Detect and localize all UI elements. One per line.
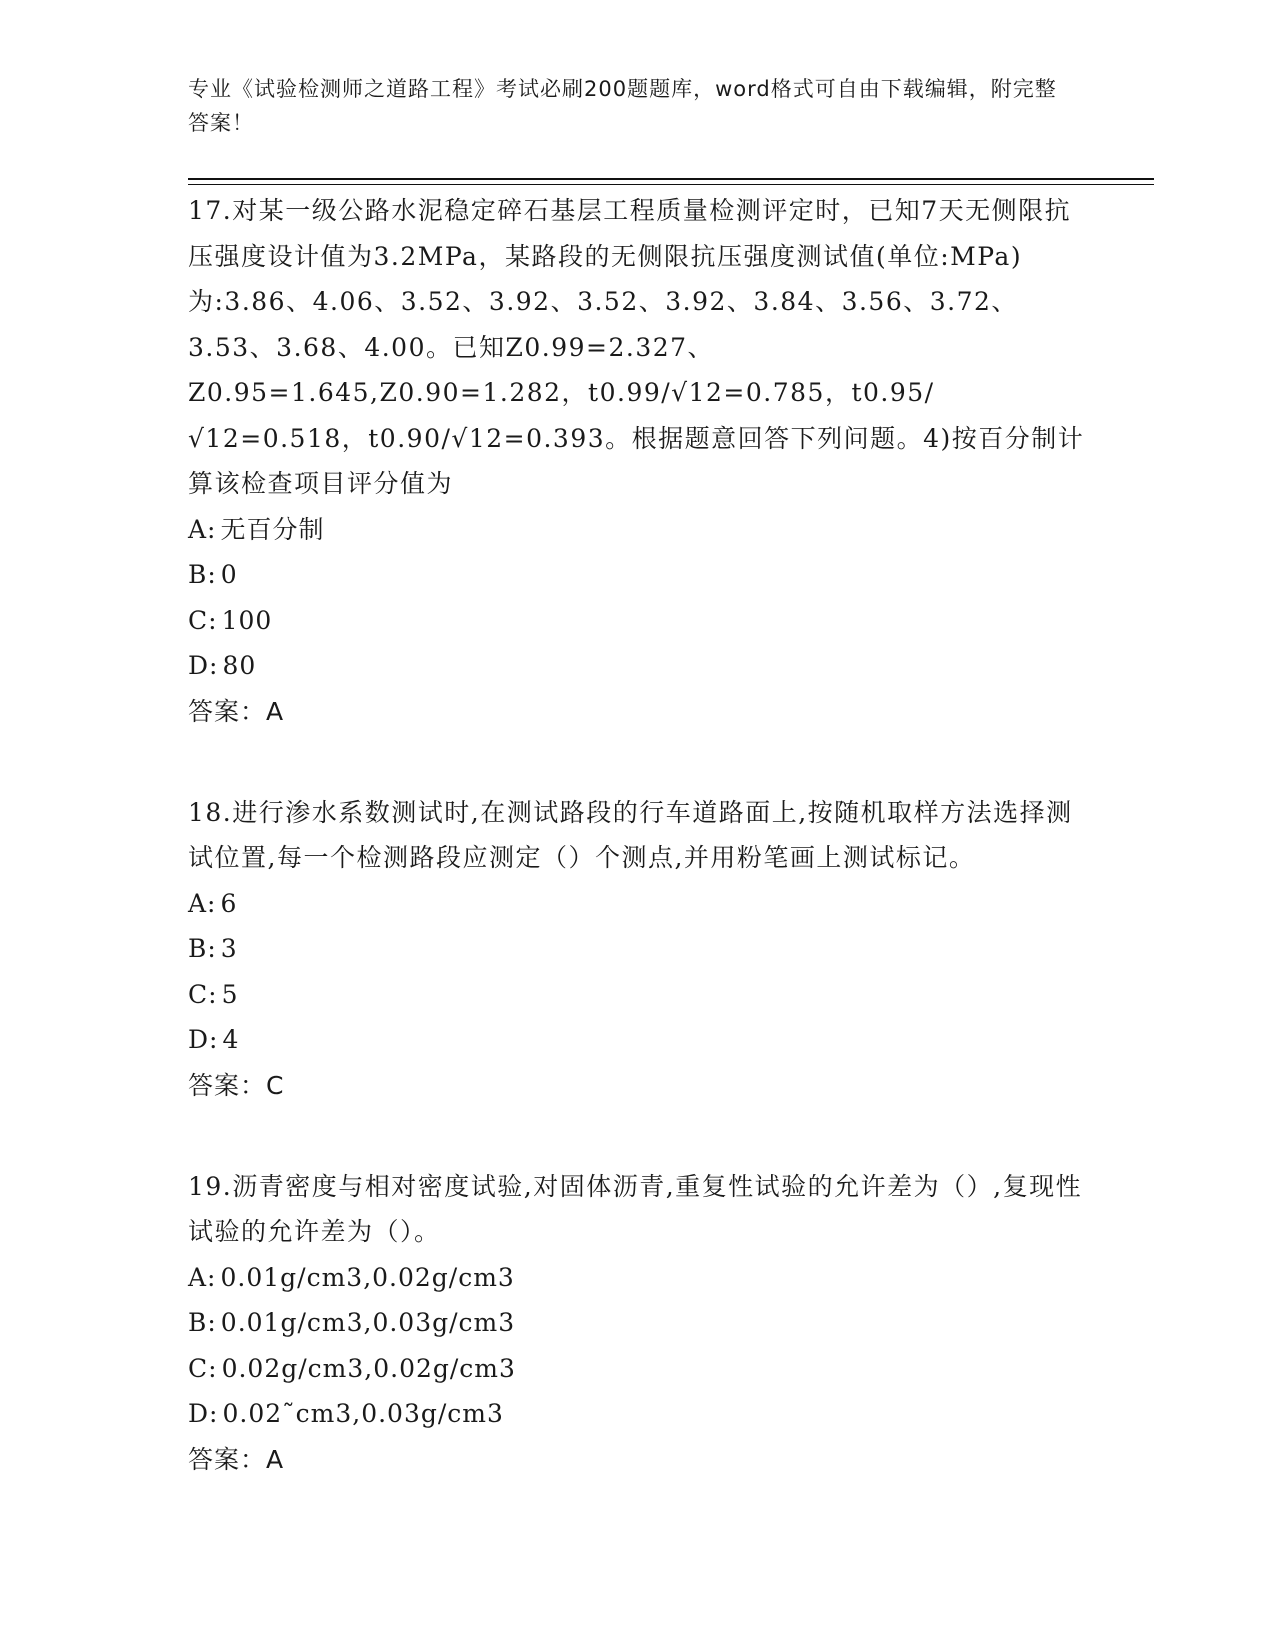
header-divider-thin bbox=[188, 184, 1154, 185]
question-18 bbox=[188, 790, 1088, 1108]
option-key: A: bbox=[188, 514, 217, 544]
option-text: 0 bbox=[220, 560, 238, 589]
answer-line: 答案：C bbox=[188, 1070, 285, 1100]
option-text: 6 bbox=[220, 888, 238, 918]
option-text: 80 bbox=[222, 651, 257, 680]
option-b bbox=[188, 1300, 1088, 1346]
option-key: B: bbox=[188, 934, 217, 963]
header-divider-thick bbox=[188, 178, 1154, 180]
option-a bbox=[188, 1255, 1088, 1301]
question-17 bbox=[188, 188, 1088, 734]
option-key: D: bbox=[188, 651, 219, 680]
option-d bbox=[188, 643, 1088, 689]
option-text: 0.02g/cm3,0.02g/cm3 bbox=[221, 1353, 516, 1383]
option-a bbox=[188, 881, 1088, 927]
option-text: 0.01g/cm3,0.02g/cm3 bbox=[220, 1262, 515, 1292]
question-list bbox=[188, 188, 1088, 1538]
option-b bbox=[188, 926, 1088, 972]
header-title: 专业《试验检测师之道路工程》考试必刷200题题库，word格式可自由下载编辑，附完整答案！ bbox=[188, 77, 1057, 135]
option-b bbox=[188, 552, 1088, 598]
option-text: 3 bbox=[220, 934, 238, 963]
option-text: 无百分制 bbox=[220, 514, 325, 544]
option-a bbox=[188, 507, 1088, 553]
option-text: 5 bbox=[221, 979, 239, 1009]
option-text: 0.01g/cm3,0.03g/cm3 bbox=[220, 1308, 516, 1337]
answer-line: 答案：A bbox=[188, 1444, 285, 1474]
question-19 bbox=[188, 1164, 1088, 1482]
option-key: A: bbox=[188, 1262, 217, 1292]
option-key: D: bbox=[188, 1025, 219, 1054]
option-d bbox=[188, 1391, 1088, 1437]
option-key: A: bbox=[188, 888, 217, 918]
option-key: D: bbox=[188, 1399, 219, 1428]
option-text: 0.02˜cm3,0.03g/cm3 bbox=[222, 1399, 504, 1428]
option-key: B: bbox=[188, 1308, 217, 1337]
option-text: 100 bbox=[221, 605, 273, 635]
option-key: C: bbox=[188, 605, 218, 635]
answer-line: 答案：A bbox=[188, 696, 285, 726]
question-stem: 17.对某一级公路水泥稳定碎石基层工程质量检测评定时，已知7天无侧限抗压强度设计值为3.2MPa，某路段的无侧限抗压强度测试值(单位:MPa)为:3.86、4.06、3.52、3.92、3.52、3.92、3.84、3.56、3.72、3.53、3.68、4.00。已知Z0.99=2.327、Z0.95=1.645,Z0.90=1.282，t0.99/√12=0.785，t0.95/√12=0.518，t0.90/√12=0.393。根据题意回答下列问题。4)按百分制计算该检查项目评分值为 bbox=[188, 196, 1085, 498]
option-d bbox=[188, 1017, 1088, 1063]
option-c bbox=[188, 1346, 1088, 1392]
question-stem: 18.进行渗水系数测试时,在测试路段的行车道路面上,按随机取样方法选择测试位置,每一个检测路段应测定（）个测点,并用粉笔画上测试标记。 bbox=[188, 797, 1073, 872]
question-stem: 19.沥青密度与相对密度试验,对固体沥青,重复性试验的允许差为（）,复现性试验的允许差为（）。 bbox=[188, 1171, 1083, 1246]
document-header bbox=[188, 72, 1068, 140]
option-c bbox=[188, 598, 1088, 644]
option-c bbox=[188, 972, 1088, 1018]
option-key: C: bbox=[188, 979, 218, 1009]
option-key: B: bbox=[188, 560, 217, 589]
option-key: C: bbox=[188, 1353, 218, 1383]
option-text: 4 bbox=[222, 1025, 240, 1054]
